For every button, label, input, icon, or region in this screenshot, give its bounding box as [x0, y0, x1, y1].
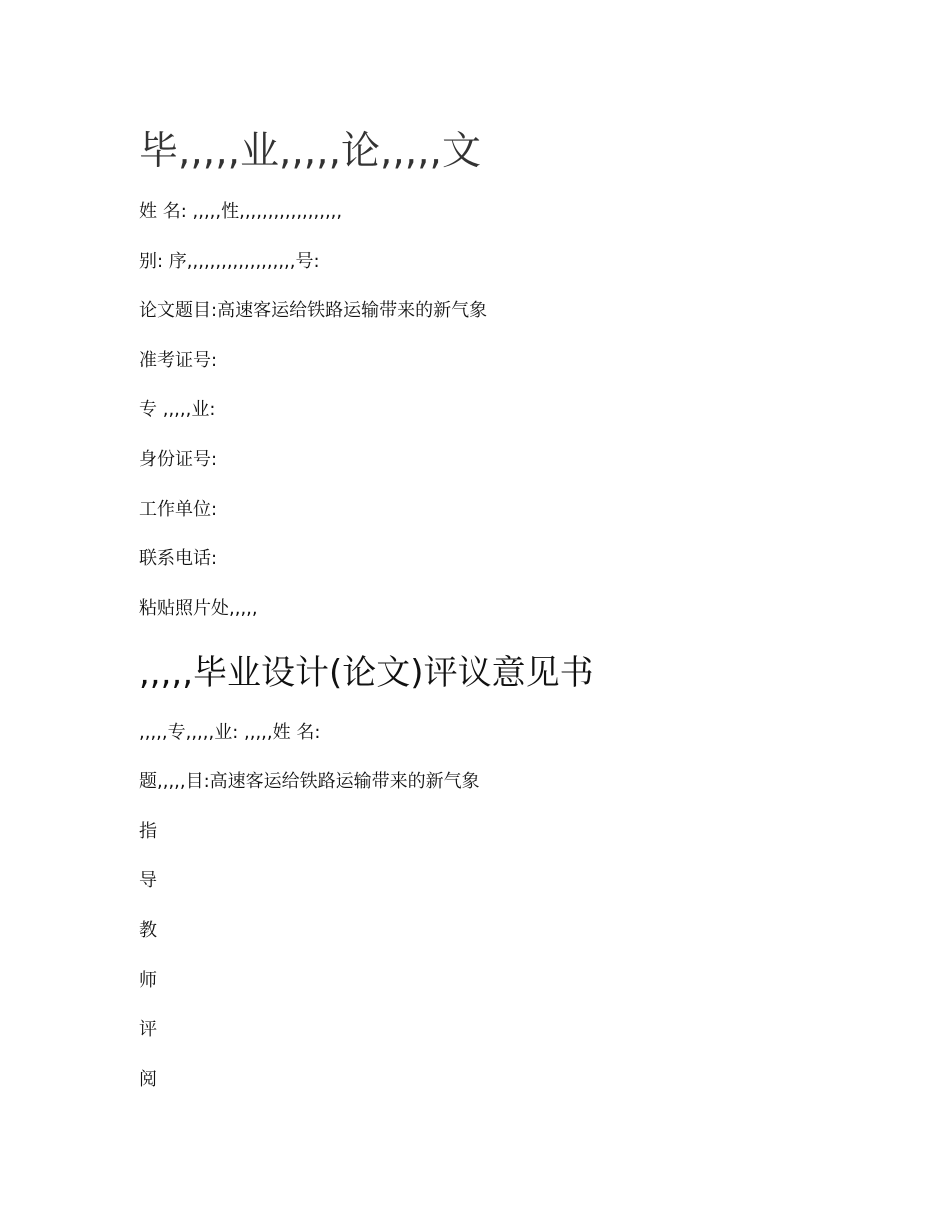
eval-major-name-field: ,,,,,专,,,,,业: ,,,,,姓 名:	[139, 722, 321, 743]
eval-vertical-char: 师	[139, 970, 157, 991]
eval-topic-field: 题,,,,,目:高速客运给铁路运输带来的新气象	[139, 771, 480, 792]
phone-field: 联系电话:	[139, 548, 218, 569]
eval-vertical-char: 指	[139, 821, 157, 842]
thesis-title: 毕,,,,,业,,,,,论,,,,,文	[139, 129, 481, 174]
eval-vertical-char: 阅	[139, 1069, 157, 1090]
eval-vertical-char: 教	[139, 920, 157, 941]
gender-serial-field: 别: 序,,,,,,,,,,,,,,,,,,,号:	[139, 251, 320, 272]
evaluation-title: ,,,,,毕业设计(论文)评议意见书	[139, 653, 594, 693]
id-card-field: 身份证号:	[139, 449, 218, 470]
eval-vertical-char: 评	[139, 1019, 157, 1040]
major-field: 专 ,,,,,业:	[139, 399, 216, 420]
photo-placeholder: 粘贴照片处,,,,,	[139, 598, 258, 619]
name-gender-field: 姓 名: ,,,,,性,,,,,,,,,,,,,,,,,,	[139, 201, 343, 222]
eval-vertical-char: 导	[139, 870, 157, 891]
exam-id-field: 准考证号:	[139, 350, 218, 371]
work-unit-field: 工作单位:	[139, 499, 218, 520]
thesis-topic-field: 论文题目:高速客运给铁路运输带来的新气象	[139, 300, 488, 321]
